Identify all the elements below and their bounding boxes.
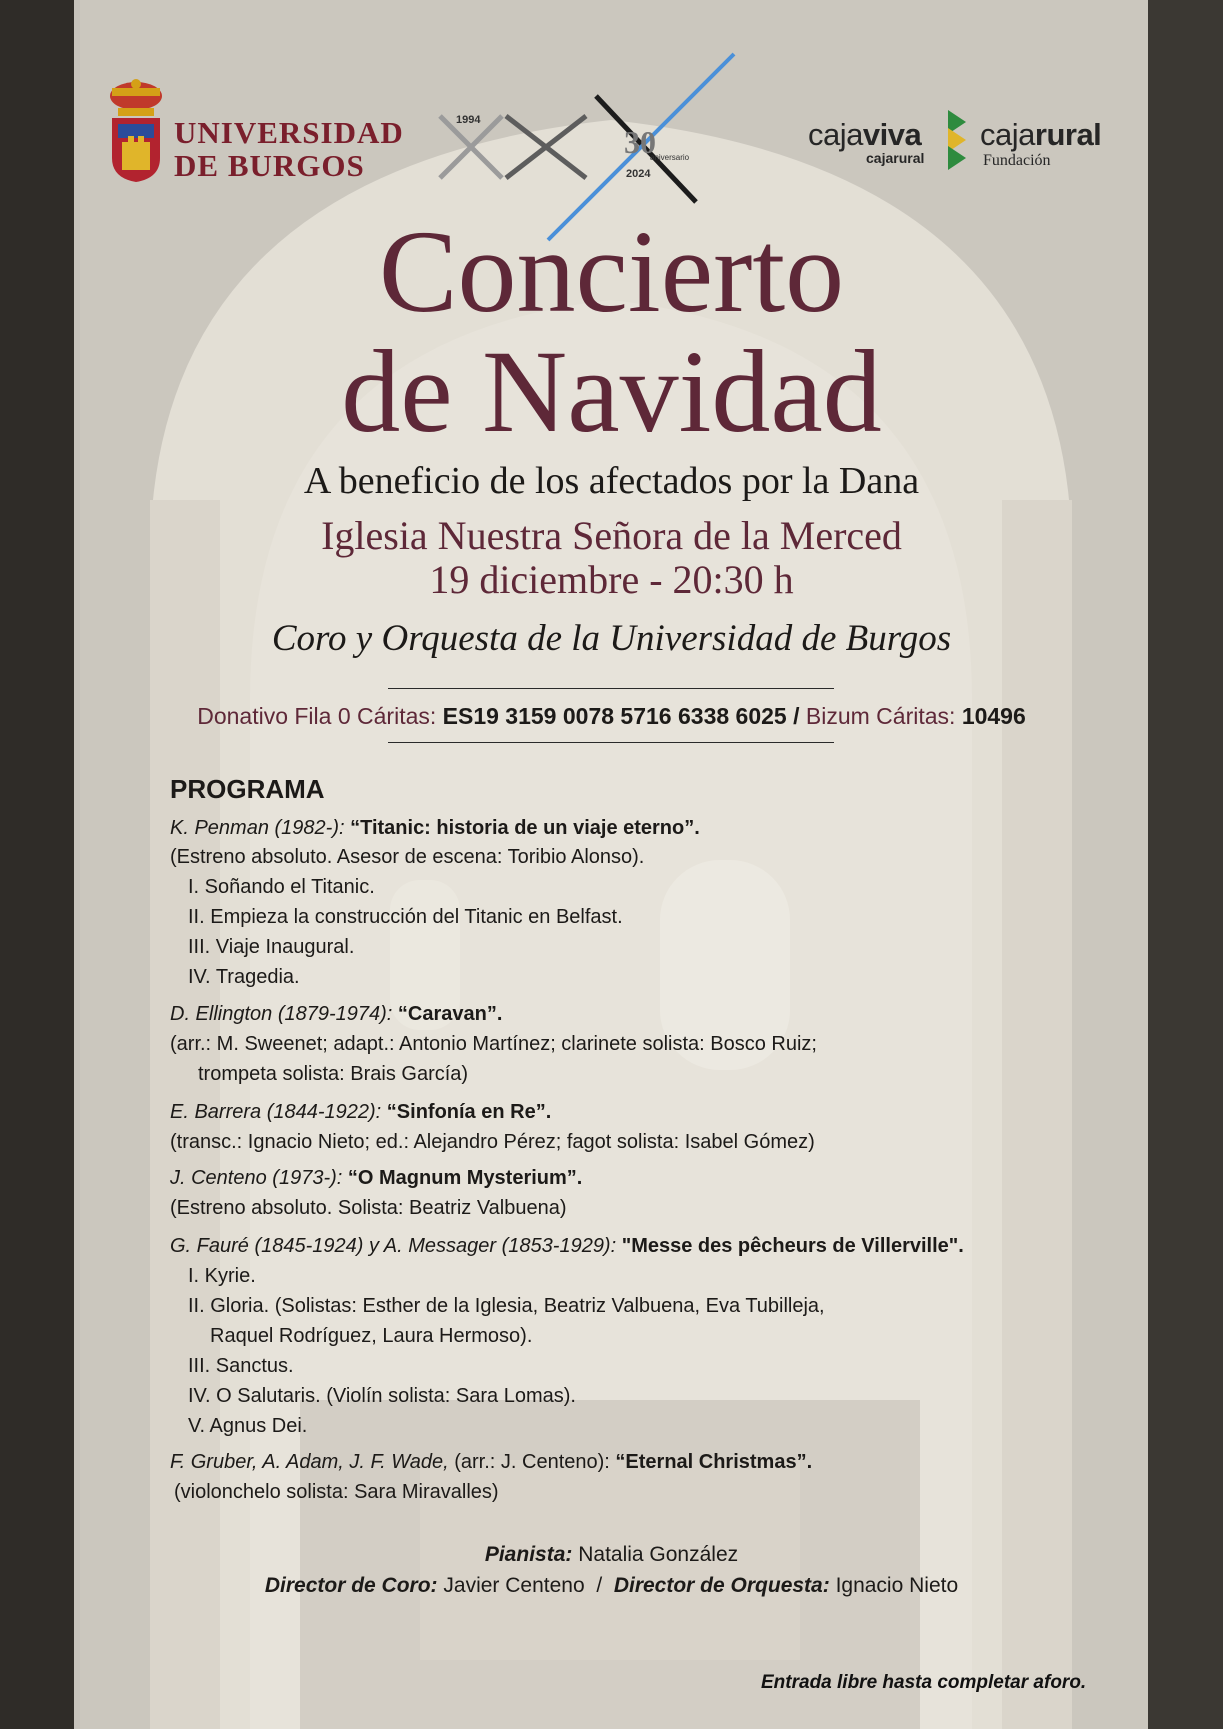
composer: E. Barrera (1844-1922): — [170, 1101, 382, 1123]
program-item-1 — [170, 814, 700, 842]
program-note: (violonchelo solista: Sara Miravalles) — [174, 1481, 499, 1503]
divider-bottom — [388, 742, 834, 743]
cajarural-bold: rural — [1034, 117, 1102, 152]
subtitle: A beneficio de los afectados por la Dana — [303, 460, 920, 502]
program-heading: PROGRAMA — [170, 774, 325, 804]
donation-account: ES19 3159 0078 5716 6338 6025 — [442, 703, 787, 729]
movement: I. Soñando el Titanic. — [188, 876, 375, 898]
composer: D. Ellington (1879-1974): — [170, 1003, 393, 1025]
composer: J. Centeno (1973-): — [170, 1167, 343, 1189]
program-note: trompeta solista: Brais García) — [198, 1063, 469, 1085]
cajaviva-bold: viva — [862, 117, 922, 152]
movement: Raquel Rodríguez, Laura Hermoso). — [210, 1325, 533, 1347]
university-name-line1: UNIVERSIDAD — [174, 115, 404, 150]
program-note: (Estreno absoluto. Asesor de escena: Toribio Alonso). — [170, 846, 645, 868]
cajarural-logo — [980, 117, 1101, 153]
credits-separator: / — [596, 1574, 603, 1597]
program-item-6 — [170, 1448, 812, 1476]
anniversary-start-year: 1994 — [456, 114, 481, 126]
directors-credit — [0, 1572, 1223, 1600]
pianist-role: Pianista: — [484, 1543, 573, 1566]
program-item-3 — [170, 1098, 551, 1126]
bizum-code: 10496 — [961, 703, 1026, 729]
program-item-4 — [170, 1164, 582, 1192]
work-title: “Caravan”. — [397, 1003, 503, 1025]
anniversary-number: 30 — [624, 124, 656, 160]
work-title: “Sinfonía en Re”. — [386, 1101, 552, 1123]
orchestra-director-name: Ignacio Nieto — [835, 1574, 959, 1597]
program-item-2 — [170, 1000, 502, 1028]
free-entry-note: Entrada libre hasta completar aforo. — [761, 1672, 1087, 1693]
composer: G. Fauré (1845-1924) y A. Messager (1853-1929): — [170, 1235, 617, 1257]
donation-label: Donativo Fila 0 Cáritas: — [197, 703, 437, 729]
cajarural-sub: Fundación — [983, 152, 1051, 169]
bizum-label: Bizum Cáritas: — [805, 703, 956, 729]
movement: III. Sanctus. — [188, 1355, 294, 1377]
movement: III. Viaje Inaugural. — [188, 936, 355, 958]
cajaviva-light: caja — [808, 117, 863, 152]
performers: Coro y Orquesta de la Universidad de Burgos — [271, 618, 952, 659]
pianist-credit — [0, 1541, 1223, 1569]
pianist-name: Natalia González — [578, 1543, 739, 1566]
movement: II. Empieza la construcción del Titanic en Belfast. — [188, 906, 623, 928]
date-time: 19 diciembre - 20:30 h — [429, 557, 794, 602]
work-title: “O Magnum Mysterium”. — [347, 1167, 583, 1189]
university-name — [174, 116, 404, 182]
program-item-5 — [170, 1232, 964, 1260]
university-crest-icon — [104, 78, 168, 184]
divider-top — [388, 688, 834, 689]
orchestra-director-role: Director de Orquesta: — [613, 1574, 830, 1597]
movement: IV. O Salutaris. (Violín solista: Sara Lomas). — [188, 1385, 576, 1407]
work-title: "Messe des pêcheurs de Villerville". — [621, 1235, 964, 1257]
cajaviva-logo — [808, 117, 921, 153]
program-note: (arr.: M. Sweenet; adapt.: Antonio Martínez; clarinete solista: Bosco Ruiz; — [170, 1033, 817, 1055]
title-line1: Concierto — [378, 206, 845, 337]
work-title: “Eternal Christmas”. — [615, 1451, 813, 1473]
donation-line — [0, 700, 1223, 732]
university-name-line2: DE BURGOS — [174, 148, 365, 183]
movement: V. Agnus Dei. — [188, 1415, 308, 1437]
anniversary-end-year: 2024 — [626, 168, 651, 180]
choir-director-name: Javier Centeno — [443, 1574, 585, 1597]
composer: K. Penman (1982-): — [170, 817, 345, 839]
title-line2: de Navidad — [341, 326, 882, 457]
work-title: “Titanic: historia de un viaje eterno”. — [350, 817, 700, 839]
anniversary-word: aniversario — [650, 153, 690, 162]
movement: IV. Tragedia. — [188, 966, 300, 988]
venue: Iglesia Nuestra Señora de la Merced — [321, 513, 902, 558]
composer: F. Gruber, A. Adam, J. F. Wade, — [170, 1451, 449, 1473]
movement: I. Kyrie. — [188, 1265, 256, 1287]
donation-separator: / — [793, 703, 800, 729]
cajarural-light: caja — [980, 117, 1035, 152]
cajaviva-sub: cajarural — [866, 150, 925, 166]
arrangement: (arr.: J. Centeno): — [454, 1451, 610, 1473]
cajarural-chevron-icon — [940, 108, 974, 170]
program-note: (Estreno absoluto. Solista: Beatriz Valbuena) — [170, 1197, 567, 1219]
movement: II. Gloria. (Solistas: Esther de la Iglesia, Beatriz Valbuena, Eva Tubilleja, — [188, 1295, 825, 1317]
choir-director-role: Director de Coro: — [264, 1574, 438, 1597]
program-note: (transc.: Ignacio Nieto; ed.: Alejandro Pérez; fagot solista: Isabel Gómez) — [170, 1131, 815, 1153]
